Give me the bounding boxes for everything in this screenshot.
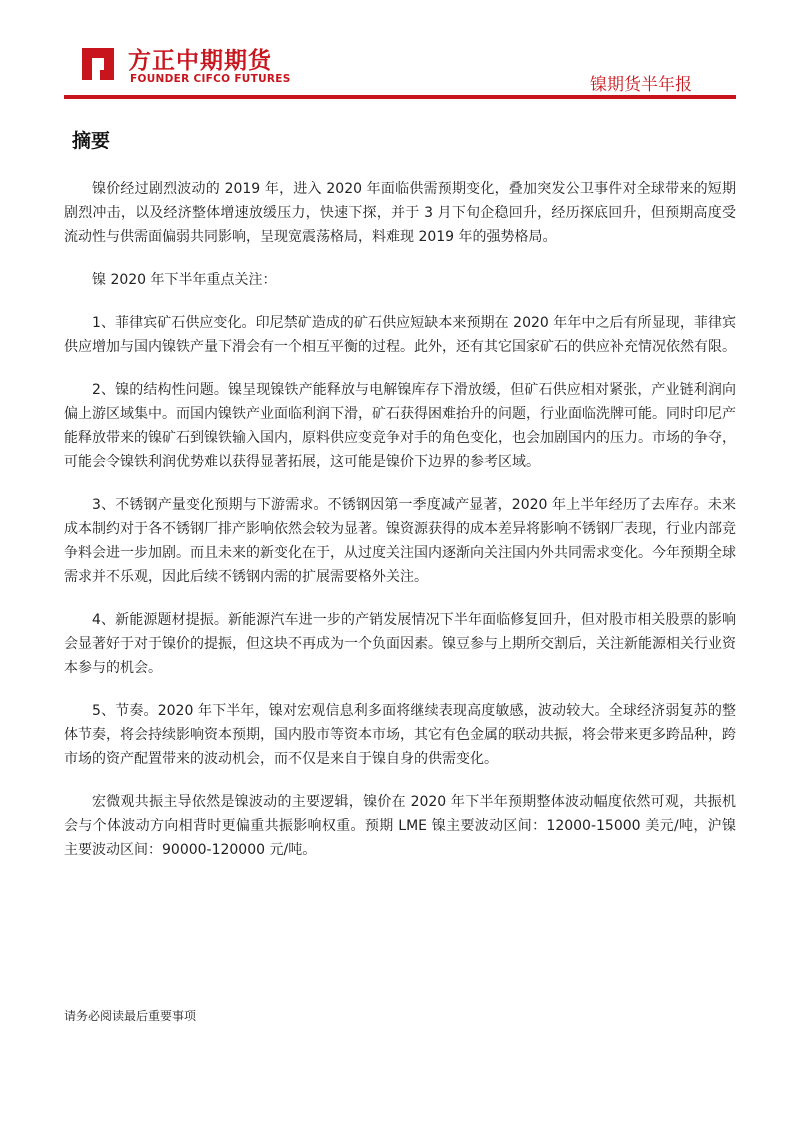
paragraph-point-5: 5、节奏。2020 年下半年，镍对宏观信息利多面将继续表现高度敏感，波动较大。全球经济弱复苏的整体节奏，将会持续影响资本预期，国内股市等资本市场，其它有色金属的联动共振，将会带来更多跨品种，跨市场的资产配置带来的波动机会，而不仅是来自于镍自身的供需变化。 xyxy=(64,703,736,767)
paragraph-focus-heading: 镍 2020 年下半年重点关注： xyxy=(92,272,277,288)
founder-logo-icon xyxy=(78,44,118,84)
footer-disclaimer: 请务必阅读最后重要事项 xyxy=(64,1009,197,1023)
paragraph-point-3: 3、不锈钢产量变化预期与下游需求。不锈钢因第一季度减产显著，2020 年上半年经历了去库存。未来成本制约对于各不锈钢厂排产影响依然会较为显著。镍资源获得的成本差异将影响不锈钢厂表现，行业内部竞争料会进一步加剧。而且未来的新变化在于，从过度关注国内逐渐向关注国内外共同需求变化。今年预期全球需求并不乐观，因此后续不锈钢内需的扩展需要格外关注。 xyxy=(64,497,736,585)
page-header xyxy=(64,40,736,100)
paragraph-conclusion: 宏微观共振主导依然是镍波动的主要逻辑，镍价在 2020 年下半年预期整体波动幅度依然可观，共振机会与个体波动方向相背时更偏重共振影响权重。预期 LME 镍主要波动区间：12000-15000 美元/吨，沪镍主要波动区间：90000-120000 元/吨。 xyxy=(64,794,736,858)
paragraph-point-1: 1、菲律宾矿石供应变化。印尼禁矿造成的矿石供应短缺本来预期在 2020 年年中之后有所显现，菲律宾供应增加与国内镍铁产量下滑会有一个相互平衡的过程。此外，还有其它国家矿石的供应补充情况依然有限。 xyxy=(64,315,736,355)
company-name-cn: 方正中期期货 xyxy=(128,48,272,74)
summary-content xyxy=(64,177,736,881)
paragraph-point-2: 2、镍的结构性问题。镍呈现镍铁产能释放与电解镍库存下滑放缓，但矿石供应相对紧张，产业链利润向偏上游区域集中。而国内镍铁产业面临利润下滑，矿石获得困难抬升的问题，行业面临洗牌可能。同时印尼产能释放带来的镍矿石到镍铁输入国内，原料供应变竞争对手的角色变化，也会加剧国内的压力。市场的争夺，可能会令镍铁利润优势难以获得显著拓展，这可能是镍价下边界的参考区域。 xyxy=(64,382,736,470)
company-logo xyxy=(78,42,378,90)
company-name-en: FOUNDER CIFCO FUTURES xyxy=(130,73,291,85)
report-title: 镍期货半年报 xyxy=(590,75,692,95)
paragraph-intro: 镍价经过剧烈波动的 2019 年，进入 2020 年面临供需预期变化，叠加突发公卫事件对全球带来的短期剧烈冲击，以及经济整体增速放缓压力，快速下探，并于 3 月下旬企稳回升，经历探底回升，但预期高度受流动性与供需面偏弱共同影响，呈现宽震荡格局，料难现 2019 年的强势格局。 xyxy=(64,181,736,245)
header-divider xyxy=(64,95,736,99)
section-title: 摘要 xyxy=(72,130,111,152)
paragraph-point-4: 4、新能源题材提振。新能源汽车进一步的产销发展情况下半年面临修复回升，但对股市相关股票的影响会显著好于对于镍价的提振，但这块不再成为一个负面因素。镍豆参与上期所交割后，关注新能源相关行业资本参与的机会。 xyxy=(64,612,736,676)
